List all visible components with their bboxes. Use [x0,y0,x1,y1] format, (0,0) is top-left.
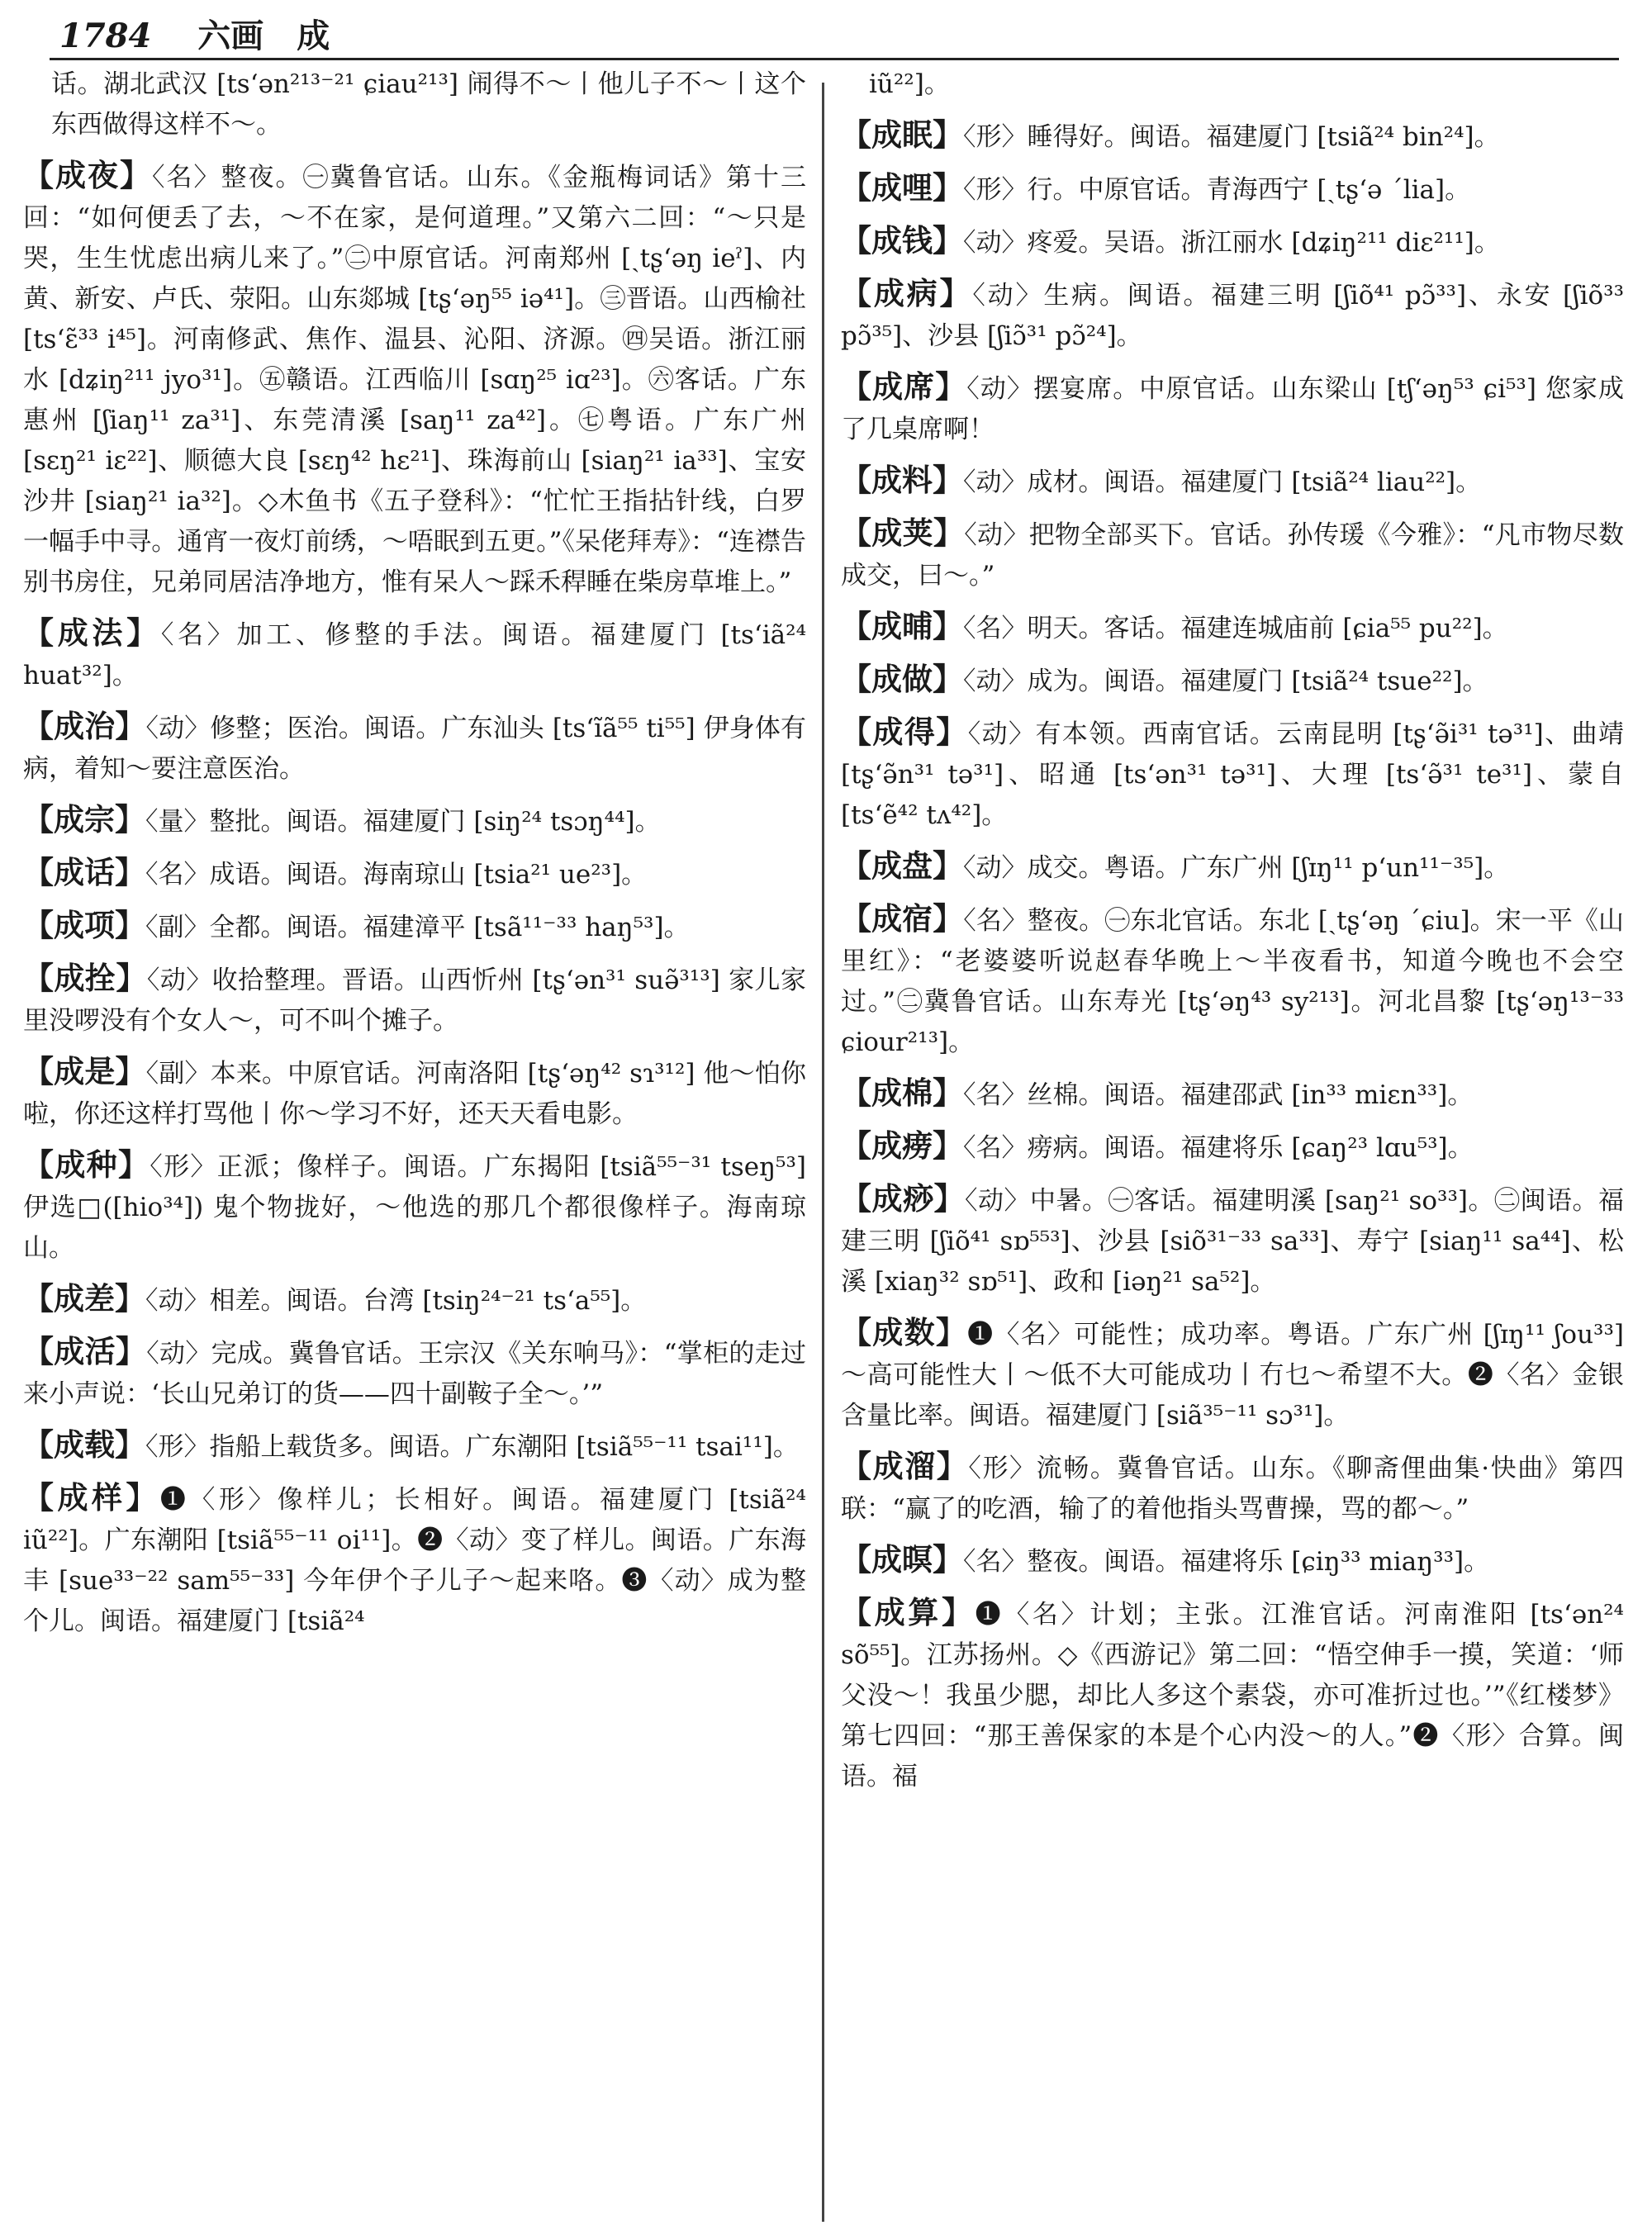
entry-text: 话。湖北武汉 [tsʻən²¹³⁻²¹ ɕiau²¹³] 闹得不～丨他儿子不～丨这个东西做得这样不～。 [51,69,806,140]
entry-text: 〈形〉指船上载货多。闽语。广东潮阳 [tsiã⁵⁵⁻¹¹ tsai¹¹]。 [145,1432,799,1462]
entry-headword: 【成算】 [841,1594,976,1630]
entry-headword: 【成料】 [841,462,963,498]
dictionary-entry [841,115,1624,158]
entry-headword: 【成哩】 [841,169,963,206]
entry-headword: 【成种】 [23,1146,150,1183]
entry-headword: 【成活】 [23,1333,147,1369]
entry-text: 〈动〉收拾整理。晋语。山西忻州 [tʂʻən³¹ suə̃³¹³] 家儿家里没啰没有个女人～，可不叫个摊子。 [23,966,806,1036]
entry-text: 〈动〉成为。闽语。福建厦门 [tsiã²⁴ tsue²²]。 [963,667,1488,696]
dictionary-entry [841,273,1632,357]
entry-text: 〈动〉成交。粤语。广东广州 [ʃɪŋ¹¹ pʻun¹¹⁻³⁵]。 [963,853,1510,883]
left-column [23,64,814,1652]
entry-text: 〈量〉整批。闽语。福建厦门 [siŋ²⁴ tsɔŋ⁴⁴]。 [145,807,661,837]
dictionary-entry [23,852,806,895]
dictionary-entry [841,846,1624,889]
entry-text: 〈形〉正派；像样子。闽语。广东揭阳 [tsiã⁵⁵⁻³¹ tseŋ⁵³] 伊选□([hio³⁴]) 鬼个物拢好，～他选的那几个都很像样子。海南琼山。 [23,1152,814,1263]
dictionary-entry [23,1425,806,1468]
entry-headword: 【成样】 [23,1479,160,1516]
entry-headword: 【成席】 [841,368,967,405]
entry-headword: 【成棉】 [841,1075,963,1111]
dictionary-entry [841,606,1624,649]
entry-headword: 【成宗】 [23,801,145,837]
dictionary-entry [23,155,814,603]
entry-text: 〈形〉睡得好。闽语。福建厦门 [tsiã²⁴ bin²⁴]。 [963,122,1500,152]
dictionary-entry [23,1145,814,1269]
entry-headword: 【成做】 [841,661,963,697]
entry-headword: 【成荚】 [841,515,965,551]
entry-headword: 【成宿】 [841,900,964,937]
entry-text: 〈动〉疼爱。吴语。浙江丽水 [dʑiŋ²¹¹ diɛ²¹¹]。 [963,228,1500,258]
entry-headword: 【成差】 [23,1280,145,1317]
dictionary-entry [841,1592,1632,1797]
dictionary-entry [841,1540,1624,1582]
dictionary-entry [23,1478,814,1642]
dictionary-entry [841,1126,1624,1169]
entry-headword: 【成溜】 [841,1448,969,1484]
entry-text: 〈动〉生病。闽语。福建三明 [ʃiõ⁴¹ pɔ̃³³]、永安 [ʃiõ³³ pɔ̃³⁵]、沙县 [ʃiɔ̃³¹ pɔ̃²⁴]。 [841,281,1632,351]
header-character: 成 [297,17,330,55]
page-header [59,12,1612,61]
entry-text: ❶〈名〉可能性；成功率。粤语。广东广州 [ʃɪŋ¹¹ ʃou³³] ～高可能性大丨～低不大可能成功丨冇乜～希望不大。❷〈名〉金银含量比率。闽语。福建厦门 [siã³⁵⁻¹¹ sɔ³¹]。 [841,1320,1632,1431]
dictionary-entry [23,905,806,948]
entry-headword: 【成钱】 [841,222,963,259]
stroke-section: 六画 [197,17,264,55]
entry-text: 〈名〉加工、修整的手法。闽语。福建厦门 [tsʻiã²⁴ huat³²]。 [23,620,814,690]
entry-headword: 【成项】 [23,907,145,943]
dictionary-entry [23,799,806,842]
entry-headword: 【成是】 [23,1053,146,1089]
entry-headword: 【成数】 [841,1314,968,1350]
entry-text: 〈动〉把物全部买下。官话。孙传瑗《今雅》：“凡市物尽数成交，曰～。” [841,520,1624,591]
entry-text: 〈动〉中暑。㊀客话。福建明溪 [saŋ²¹ so³³]。㊁闽语。福建三明 [ʃiõ⁴¹ sɒ⁵⁵³]、沙县 [siõ³¹⁻³³ sa³³]、寿宁 [siaŋ¹¹ sa⁴⁴]、松溪 [xiaŋ³² sɒ⁵¹]、政和 [iəŋ²¹ sa⁵²]。 [841,1186,1624,1297]
dictionary-entry [841,659,1624,702]
dictionary-entry [23,613,814,696]
dictionary-entry [841,1446,1624,1530]
entry-text: 〈形〉行。中原官话。青海西宁 [ˏtʂʻə ˊlia]。 [963,175,1471,205]
column-divider [822,83,824,2222]
dictionary-entry [841,221,1624,263]
entry-headword: 【成眠】 [841,116,963,153]
entry-text: 〈动〉摆宴席。中原官话。山东梁山 [tʃʻəŋ⁵³ ɕi⁵³] 您家成了几桌席啊！ [841,374,1624,444]
entry-headword: 【成得】 [841,714,968,750]
dictionary-entry [841,712,1632,836]
entry-text: 〈名〉整夜。㊀冀鲁官话。山东。《金瓶梅词话》第十三回：“如何便丢了去，～不在家，是何道理。”又第六二回：“～只是哭，生生忧虑出病儿来了。”㊁中原官话。河南郑州 [ˏtʂʻəŋ ieˀ]、内黄、新安、卢氏、荥阳。山东郯城 [tʂʻəŋ⁵⁵ iə⁴¹]。㊂晋语。山西榆社 [tsʻɛ̃³³ i⁴⁵]。河南修武、焦作、温县、沁阳、济源。㊃吴语。浙江丽水 [dʑiŋ²¹¹ jyo³¹]。㊄赣语。江西临川 [sɑŋ²⁵ iɑ²³]。㊅客话。广东惠州 [ʃiaŋ¹¹ za³¹]、东莞清溪 [saŋ¹¹ za⁴²]。㊆粤语。广东广州 [sɛŋ²¹ iɛ²²]、顺德大良 [sɛŋ⁴² hɛ²¹]、珠海前山 [siaŋ²¹ ia³³]、宝安沙井 [siaŋ²¹ ia³²]。◇木鱼书《五子登科》：“忙忙王指拈针线，白罗一幅手中寻。通宵一夜灯前绣，～唔眠到五更。”《呆佬拜寿》：“连襟告别书房住，兄弟同居洁净地方，惟有呆人～踩禾稈睡在柴房草堆上。” [23,163,814,597]
entry-text: 〈动〉完成。冀鲁官话。王宗汉《关东响马》：“掌柜的走过来小声说：‘长山兄弟订的货——四十副鞍子全～。’” [23,1339,806,1409]
dictionary-entry [23,1331,806,1415]
dictionary-entry [841,168,1624,211]
entry-text: 〈动〉相差。闽语。台湾 [tsiŋ²⁴⁻²¹ tsʻa⁵⁵]。 [145,1286,647,1316]
entry-text: 〈动〉成材。闽语。福建厦门 [tsiã²⁴ liau²²]。 [963,467,1482,497]
entry-text: 〈副〉全都。闽语。福建漳平 [tsã¹¹⁻³³ haŋ⁵³]。 [145,913,690,942]
entry-headword: 【成痧】 [841,1180,965,1217]
right-column [841,64,1632,1807]
entry-headword: 【成夜】 [23,157,152,193]
dictionary-entry [841,460,1624,503]
entry-text: 〈名〉成语。闽语。海南琼山 [tsia²¹ ue²³]。 [145,860,648,890]
dictionary-entry [23,1279,806,1321]
entry-headword: 【成载】 [23,1426,145,1463]
dictionary-entry [23,958,806,1041]
entry-headword: 【成拴】 [23,960,147,996]
entry-headword: 【成法】 [23,614,161,651]
page-number: 1784 [59,17,152,55]
entry-text: 〈动〉有本领。西南官话。云南昆明 [tʂʻə̃i³¹ tə³¹]、曲靖 [tʂʻə̃n³¹ tə³¹]、昭通 [tsʻən³¹ tə³¹]、大理 [tsʻə̃³¹ te³¹]、蒙自 [tsʻẽ⁴² tʌ⁴²]。 [841,719,1632,830]
entry-text: 〈副〉本来。中原官话。河南洛阳 [tʂʻəŋ⁴² sɿ³¹²] 他～怕你啦，你还这样打骂他丨你～学习不好，还天天看电影。 [23,1059,807,1129]
dictionary-entry [841,367,1624,450]
entry-headword: 【成晡】 [841,608,963,644]
dictionary-entry [23,706,806,790]
dictionary-entry [841,1179,1624,1302]
dictionary-entry [23,1051,806,1135]
dictionary-entry [841,1312,1632,1436]
entry-headword: 【成痨】 [841,1127,963,1164]
entry-text: 〈名〉丝棉。闽语。福建邵武 [in³³ miɛn³³]。 [963,1080,1474,1110]
entry-text: ❶〈形〉像样儿；长相好。闽语。福建厦门 [tsiã²⁴ iũ²²]。广东潮阳 [tsiã⁵⁵⁻¹¹ oi¹¹]。❷〈动〉变了样儿。闽语。广东海丰 [sue³³⁻²² sam⁵⁵⁻³³] 今年伊个子儿子～起来咯。❸〈动〉成为整个儿。闽语。福建厦门 [tsiã²⁴ [23,1485,814,1636]
entry-text: 〈名〉明天。客话。福建连城庙前 [ɕia⁵⁵ pu²²]。 [963,614,1508,643]
entry-continuation [841,64,1624,105]
entry-text: 〈名〉痨病。闽语。福建将乐 [ɕaŋ²³ lɑu⁵³]。 [963,1133,1474,1163]
dictionary-entry [841,1073,1624,1116]
entry-text: 〈形〉流畅。冀鲁官话。山东。《聊斋俚曲集·快曲》第四联：“赢了的吃酒，输了的着他指头骂曹操，骂的都～。” [841,1454,1625,1524]
entry-text: iũ²²]。 [869,69,950,99]
entry-text: ❶〈名〉计划；主张。江淮官话。河南淮阳 [tsʻən²⁴ sõ⁵⁵]。江苏扬州。◇《西游记》第二回：“悟空伸手一摸，笑道：‘师父没～！我虽少腮，却比人多这个素袋，亦可准折过也。’”《红楼梦》第七四回：“那王善保家的本是个心内没～的人。”❷〈形〉合算。闽语。福 [841,1600,1632,1791]
header-rule [50,58,1619,60]
entry-continuation [23,64,806,145]
entry-headword: 【成盘】 [841,847,963,884]
entry-headword: 【成病】 [841,275,973,311]
dictionary-entry [841,513,1624,596]
entry-headword: 【成治】 [23,708,146,744]
dictionary-entry [841,899,1632,1063]
entry-headword: 【成话】 [23,854,145,890]
entry-headword: 【成暝】 [841,1541,963,1578]
entry-text: 〈名〉整夜。㊀东北官话。东北 [ˏtʂʻəŋ ˊɕiu]。宋一平《山里红》：“老婆婆听说赵春华晚上～半夜看书，知道今晚也不会空过。”㊁冀鲁官话。山东寿光 [tʂʻəŋ⁴³ sy²¹³]。河北昌黎 [tʂʻəŋ¹³⁻³³ ɕiour²¹³]。 [841,906,1632,1057]
entry-text: 〈名〉整夜。闽语。福建将乐 [ɕiŋ³³ miaŋ³³]。 [963,1547,1490,1577]
entry-text: 〈动〉修整；医治。闽语。广东汕头 [tsʻĩã⁵⁵ ti⁵⁵] 伊身体有病，着知～要注意医治。 [23,714,806,784]
